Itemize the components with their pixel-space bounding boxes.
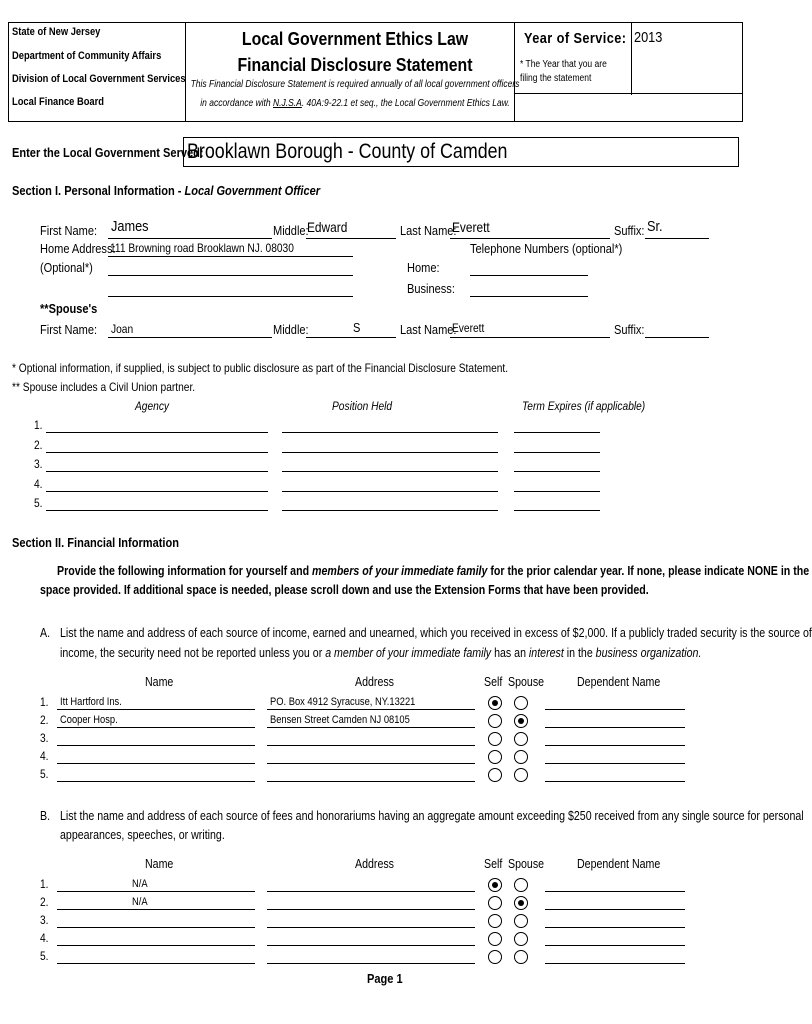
position-field[interactable] — [282, 471, 498, 472]
part-b-self-header: Self — [484, 857, 503, 871]
agency-line: Division of Local Government Services — [12, 73, 186, 85]
position-column-header: Position Held — [332, 399, 393, 413]
row-number: 2. — [40, 713, 49, 727]
term-field[interactable] — [514, 452, 600, 453]
dependent-field[interactable] — [545, 763, 685, 764]
self-radio[interactable] — [488, 714, 502, 728]
optional-note: * Optional information, if supplied, is subject to public disclosure as part of the Financial Disclosure Statement. — [12, 361, 509, 375]
name-field-line — [57, 727, 255, 728]
address-field-line — [267, 709, 475, 710]
agency-field[interactable] — [46, 452, 268, 453]
name-field-line — [57, 963, 255, 964]
form-note: This Financial Disclosure Statement is required annually of all local government officers — [190, 79, 520, 90]
last-name-label: Last Name: — [400, 223, 457, 238]
address-field-line — [267, 891, 475, 892]
self-radio[interactable] — [488, 696, 502, 710]
spouse-radio[interactable] — [514, 878, 528, 892]
home-address-label: Home Address: — [40, 241, 116, 256]
agency-row-number: 2. — [34, 437, 43, 452]
spouse-middle-line — [306, 337, 396, 338]
row-number: 1. — [40, 877, 49, 891]
part-a-spouse-header: Spouse — [508, 675, 545, 689]
first-name-field[interactable]: James — [111, 218, 149, 235]
agency-field[interactable] — [46, 491, 268, 492]
self-radio[interactable] — [488, 950, 502, 964]
agency-row-number: 1. — [34, 418, 43, 432]
self-radio[interactable] — [488, 896, 502, 910]
spouse-radio[interactable] — [514, 714, 528, 728]
agency-line: Department of Community Affairs — [12, 50, 162, 62]
spouse-middle-label: Middle: — [273, 322, 309, 337]
address-field[interactable] — [267, 949, 475, 963]
part-a-address-header: Address — [355, 675, 394, 689]
telephone-label: Telephone Numbers (optional*) — [470, 241, 623, 256]
spouse-radio[interactable] — [514, 732, 528, 746]
section1-title: Section I. Personal Information - Local Government Officer — [12, 183, 321, 198]
spouse-radio[interactable] — [514, 750, 528, 764]
agency-field[interactable] — [46, 432, 268, 433]
optional-label: (Optional*) — [40, 260, 93, 275]
self-radio[interactable] — [488, 750, 502, 764]
business-phone-label: Business: — [407, 281, 455, 296]
suffix-field[interactable]: Sr. — [647, 218, 663, 235]
agency-line: Local Finance Board — [12, 96, 104, 108]
term-field[interactable] — [514, 432, 600, 433]
row-number: 5. — [40, 949, 49, 963]
page-number: Page 1 — [367, 971, 403, 986]
agency-column-header: Agency — [135, 399, 170, 413]
agency-row-number: 3. — [34, 457, 43, 471]
spouse-last-name-line — [450, 337, 610, 338]
address-field-line — [267, 909, 475, 910]
part-b-instruction: List the name and address of each source of fees and honorariums having an aggregate amount exceeding $250 received from any single source for personal — [60, 809, 804, 823]
spouse-first-name-label: First Name: — [40, 322, 98, 337]
name-field[interactable]: N/A — [132, 878, 148, 890]
term-field[interactable] — [514, 491, 600, 492]
address-field-line — [267, 781, 475, 782]
first-name-line — [108, 238, 272, 239]
address-field-line — [267, 963, 475, 964]
self-radio[interactable] — [488, 768, 502, 782]
row-number: 3. — [40, 731, 49, 745]
government-field[interactable] — [183, 137, 739, 167]
spouse-suffix-field[interactable] — [645, 337, 709, 338]
spouse-last-name-field[interactable]: Everett — [452, 321, 485, 335]
term-field[interactable] — [514, 510, 600, 511]
part-b-instruction-2: appearances, speeches, or writing. — [60, 828, 225, 842]
part-b-name-header: Name — [145, 857, 174, 871]
position-field[interactable] — [282, 510, 498, 511]
agency-field[interactable] — [46, 471, 268, 472]
home-phone-field[interactable] — [470, 275, 588, 276]
address-field[interactable]: PO. Box 4912 Syracuse, NY.13221 — [270, 696, 416, 708]
dependent-field[interactable] — [545, 781, 685, 782]
term-column-header: Term Expires (if applicable) — [522, 399, 646, 413]
row-number: 5. — [40, 767, 49, 781]
agency-field[interactable] — [46, 510, 268, 511]
year-field[interactable]: 2013 — [634, 29, 663, 46]
middle-line — [306, 238, 396, 239]
agency-row-number: 5. — [34, 496, 43, 510]
position-field[interactable] — [282, 432, 498, 433]
part-b-spouse-header: Spouse — [508, 857, 545, 871]
spouse-radio[interactable] — [514, 914, 528, 928]
self-radio[interactable] — [488, 732, 502, 746]
home-address-field[interactable]: 111 Browning road Brooklawn NJ. 08030 — [110, 241, 294, 255]
section2-intro: Provide the following information for yourself and members of your immediate family for the prior calendar year. If none, please indicate NONE in the — [57, 564, 810, 578]
row-number: 3. — [40, 913, 49, 927]
part-a-instruction-2: income, the security need not be reported unless you or a member of your immediate family has an interest in the business organization. — [60, 646, 702, 660]
last-name-field[interactable]: Everett — [452, 219, 490, 235]
spouse-radio[interactable] — [514, 950, 528, 964]
name-field-line — [57, 945, 255, 946]
suffix-line — [645, 238, 709, 239]
row-number: 4. — [40, 749, 49, 763]
agency-row-number: 4. — [34, 476, 43, 491]
part-a-dependent-header: Dependent Name — [577, 675, 661, 689]
row-number: 2. — [40, 895, 49, 909]
position-field[interactable] — [282, 491, 498, 492]
spouse-last-name-label: Last Name: — [400, 322, 457, 337]
address-field[interactable] — [267, 895, 475, 909]
spouse-radio[interactable] — [514, 896, 528, 910]
address-line-2[interactable] — [108, 275, 353, 276]
section2-title: Section II. Financial Information — [12, 535, 179, 550]
dependent-field[interactable] — [545, 963, 685, 964]
suffix-label: Suffix: — [614, 223, 645, 238]
dependent-field[interactable] — [545, 727, 685, 728]
government-value: Brooklawn Borough - County of Camden — [187, 140, 508, 163]
name-field-line — [57, 745, 255, 746]
address-field[interactable]: Bensen Street Camden NJ 08105 — [270, 714, 410, 726]
address-field-line — [267, 727, 475, 728]
form-note-2: in accordance with N.J.S.A. 40A:9-22.1 et seq., the Local Government Ethics Law. — [200, 98, 510, 109]
part-a-name-header: Name — [145, 675, 174, 689]
spouse-radio[interactable] — [514, 932, 528, 946]
name-field-line — [57, 781, 255, 782]
home-address-line — [108, 256, 353, 257]
spouse-note: ** Spouse includes a Civil Union partner. — [12, 380, 196, 394]
dependent-field[interactable] — [545, 709, 685, 710]
dependent-field[interactable] — [545, 927, 685, 928]
spouse-first-name-field[interactable]: Joan — [111, 322, 134, 336]
address-field-line — [267, 763, 475, 764]
address-line-3[interactable] — [108, 296, 353, 297]
address-field[interactable] — [267, 877, 475, 891]
spouse-label: **Spouse's — [40, 301, 98, 316]
name-field-line — [57, 909, 255, 910]
form-subtitle: Financial Disclosure Statement — [237, 55, 473, 75]
name-field[interactable]: Cooper Hosp. — [60, 714, 118, 726]
part-b-address-header: Address — [355, 857, 394, 871]
position-field[interactable] — [282, 452, 498, 453]
spouse-first-name-line — [108, 337, 272, 338]
middle-label: Middle: — [273, 223, 309, 238]
name-field-line — [57, 891, 255, 892]
government-label: Enter the Local Government Served: — [12, 145, 204, 160]
address-field[interactable] — [267, 913, 475, 927]
first-name-label: First Name: — [40, 223, 98, 238]
header-divider — [514, 93, 742, 94]
row-number: 1. — [40, 695, 49, 709]
name-field-line — [57, 763, 255, 764]
address-field-line — [267, 927, 475, 928]
name-field-line — [57, 709, 255, 710]
spouse-radio[interactable] — [514, 696, 528, 710]
section2-intro-2: space provided. If additional space is needed, please scroll down and use the Extension Forms that have been provided. — [40, 583, 649, 597]
year-note: * The Year that you are filing the statement — [520, 59, 607, 84]
part-a-instruction: List the name and address of each source of income, earned and unearned, which you received in excess of $2,000. If a publicly traded security is the source of — [60, 626, 812, 640]
address-field[interactable] — [267, 931, 475, 945]
address-field-line — [267, 745, 475, 746]
middle-field[interactable]: Edward — [307, 219, 348, 235]
business-phone-field[interactable] — [470, 296, 588, 297]
name-field[interactable]: Itt Hartford Ins. — [60, 696, 122, 708]
term-field[interactable] — [514, 471, 600, 472]
part-a-self-header: Self — [484, 675, 503, 689]
dependent-field[interactable] — [545, 891, 685, 892]
dependent-field[interactable] — [545, 909, 685, 910]
header-divider — [185, 23, 186, 121]
last-name-line — [450, 238, 610, 239]
year-label: Year of Service: — [524, 30, 627, 47]
self-radio[interactable] — [488, 932, 502, 946]
spouse-middle-field[interactable]: S — [353, 320, 361, 335]
home-phone-label: Home: — [407, 260, 440, 275]
address-field-line — [267, 945, 475, 946]
spouse-radio[interactable] — [514, 768, 528, 782]
agency-line: State of New Jersey — [12, 26, 101, 38]
header-divider — [631, 23, 632, 95]
part-a-letter: A. — [40, 626, 51, 640]
row-number: 4. — [40, 931, 49, 945]
form-title: Local Government Ethics Law — [241, 29, 469, 49]
part-b-letter: B. — [40, 809, 51, 823]
spouse-suffix-label: Suffix: — [614, 322, 645, 337]
dependent-field[interactable] — [545, 945, 685, 946]
part-b-dependent-header: Dependent Name — [577, 857, 661, 871]
self-radio[interactable] — [488, 914, 502, 928]
dependent-field[interactable] — [545, 745, 685, 746]
name-field[interactable]: N/A — [132, 896, 148, 908]
name-field-line — [57, 927, 255, 928]
self-radio[interactable] — [488, 878, 502, 892]
